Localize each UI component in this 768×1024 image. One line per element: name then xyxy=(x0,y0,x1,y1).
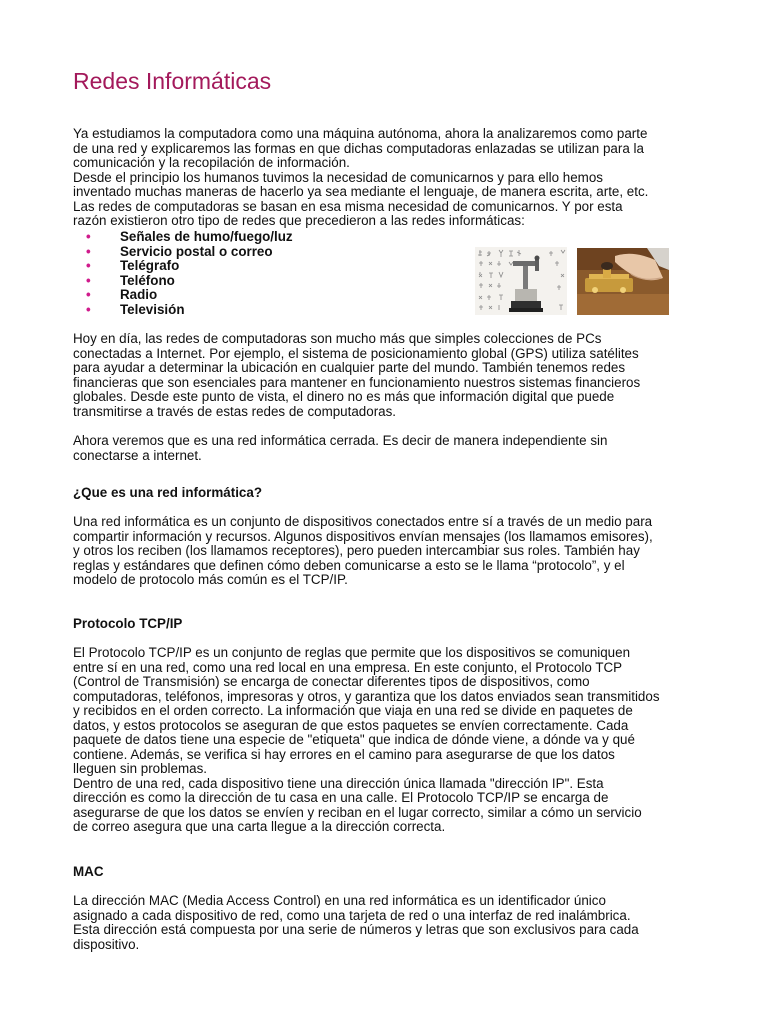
bullet-icon: • xyxy=(86,243,91,259)
text-line: Esta dirección está compuesta por una serie de números y letras que son exclusivos para cada xyxy=(73,922,639,937)
text-line: dirección es como la dirección de tu casa en una calle. El Protocolo TCP/IP se encarga de xyxy=(73,790,609,805)
list-item-label: Teléfono xyxy=(120,272,175,288)
text-line: conectarse a internet. xyxy=(73,447,202,463)
list-item-label: Telégrafo xyxy=(120,258,180,273)
list-item xyxy=(73,288,473,303)
telegraph-key-photo xyxy=(577,248,669,315)
text-line: Una red informática es un conjunto de dispositivos conectados entre sí a través de un medio para xyxy=(73,514,653,529)
text-line: financieras que son esenciales para mantener en funcionamiento nuestros sistemas financieros xyxy=(73,374,641,390)
tcpip-paragraph xyxy=(73,646,698,835)
text-line: globales. Desde este punto de vista, el dinero no es más que información digital que puede xyxy=(73,389,615,404)
text-line: para ayudar a determinar la ubicación en cualquier parte del mundo. También tenemos redes xyxy=(73,360,626,375)
list-item-label: Señales de humo/fuego/luz xyxy=(120,229,293,244)
text-line: Ahora veremos que es una red informática cerrada. Es decir de manera independiente sin xyxy=(73,433,608,448)
list-item xyxy=(73,245,473,260)
text-line: Hoy en día, las redes de computadoras son mucho más que simples colecciones de PCs xyxy=(73,331,602,346)
list-item xyxy=(73,303,473,318)
closed-network-paragraph xyxy=(73,434,698,463)
text-line: Ya estudiamos la computadora como una máquina autónoma, ahora la analizaremos como parte xyxy=(73,126,648,141)
text-line: reglas y estándares que definen cómo deben comunicarse a esto se le llama “protocolo”, y el xyxy=(73,557,625,573)
heading-protocolo-tcpip: Protocolo TCP/IP xyxy=(73,616,183,631)
text-line: Las redes de computadoras se basan en esa misma necesidad de comunicarnos. Y por esta xyxy=(73,198,623,214)
text-line: razón existieron otro tipo de redes que precedieron a las redes informáticas: xyxy=(73,213,525,228)
text-line: modelo de protocolo más común es el TCP/IP. xyxy=(73,572,348,587)
text-line: El Protocolo TCP/IP es un conjunto de reglas que permite que los dispositivos se comuniquen xyxy=(73,645,631,660)
list-item-label: Televisión xyxy=(120,301,185,317)
list-item xyxy=(73,274,473,289)
list-item xyxy=(73,259,473,274)
bullet-icon: • xyxy=(86,301,91,317)
mac-paragraph xyxy=(73,894,698,952)
text-line: entre sí en una red, como una red local en una empresa. En este conjunto, el Protocolo TCP xyxy=(73,659,623,675)
heading-red-informatica: ¿Que es una red informática? xyxy=(73,485,262,500)
gps-paragraph xyxy=(73,332,698,419)
bullet-icon: • xyxy=(86,272,91,288)
text-line: La dirección MAC (Media Access Control) en una red informática es un identificador único xyxy=(73,893,606,908)
text-line: contiene. Además, se verifica si hay errores en el camino para asegurarse de que los datos xyxy=(73,746,615,762)
text-line: inventado muchas maneras de hacerlo ya sea mediante el lenguaje, de manera escrita, arte, etc. xyxy=(73,184,649,199)
telegraph-key-hand-icon xyxy=(577,248,669,315)
telegraph-illustration xyxy=(475,247,567,315)
bullet-icon: • xyxy=(86,258,91,273)
text-line: (Control de Transmisión) se encarga de conectar diferentes tipos de dispositivos, como xyxy=(73,674,590,689)
text-line: compartir información y recursos. Algunos dispositivos envían mensajes (los llamamos emisores), xyxy=(73,528,653,544)
text-line: de correo asegura que una carta llegue a la dirección correcta. xyxy=(73,819,446,834)
text-line: Dentro de una red, cada dispositivo tiene una dirección única llamada "dirección IP". Esta xyxy=(73,775,604,791)
text-line: conectadas a Internet. Por ejemplo, el sistema de posicionamiento global (GPS) utiliza satélites xyxy=(73,345,639,361)
intro-paragraph xyxy=(73,127,698,229)
list-item-label: Servicio postal o correo xyxy=(120,243,273,259)
text-line: comunicación y la recopilación de información. xyxy=(73,155,350,170)
text-line: paquete de datos tiene una especie de "etiqueta" que indica de dónde viene, a dónde va y qué xyxy=(73,732,635,747)
text-line: asignado a cada dispositivo de red, como una tarjeta de red o una interfaz de red inalámbrica. xyxy=(73,907,631,923)
page-title: Redes Informáticas xyxy=(73,68,272,94)
text-line: dispositivo. xyxy=(73,936,140,952)
morse-code-telegraph-icon xyxy=(475,247,567,315)
list-item-label: Radio xyxy=(120,287,158,302)
text-line: Desde el principio los humanos tuvimos la necesidad de comunicarnos y para ello hemos xyxy=(73,169,603,185)
bullet-list xyxy=(73,230,473,317)
text-line: de una red y explicaremos las formas en que dichas computadoras enlazadas se utilizan para la xyxy=(73,140,644,156)
bullet-icon: • xyxy=(86,229,91,244)
red-definition-paragraph xyxy=(73,515,698,588)
text-line: datos, y estos protocolos se aseguran de que estos paquetes se envíen correctamente. Cada xyxy=(73,717,629,733)
bullet-icon: • xyxy=(86,287,91,302)
text-line: lleguen sin problemas. xyxy=(73,761,207,776)
text-line: asegurarse de que los datos se envíen y reciban en el lugar correcto, similar a cómo un servicio xyxy=(73,804,642,820)
text-line: transmitirse a través de estas redes de computadoras. xyxy=(73,403,397,419)
text-line: y recibidos en el orden correcto. La información que viaja en una red se divide en paquetes de xyxy=(73,703,633,718)
heading-mac: MAC xyxy=(73,864,104,879)
list-item xyxy=(73,230,473,245)
text-line: computadoras, teléfonos, impresoras y otros, y garantiza que los datos enviados sean transmitidos xyxy=(73,688,660,704)
text-line: y otros los reciben (los llamamos receptores), pero pueden intercambiar sus roles. También hay xyxy=(73,543,640,558)
